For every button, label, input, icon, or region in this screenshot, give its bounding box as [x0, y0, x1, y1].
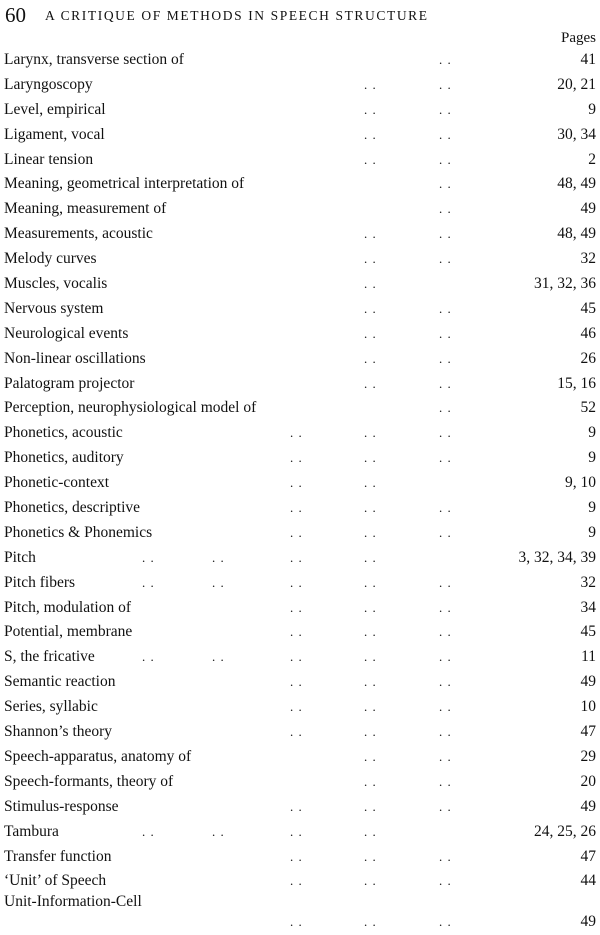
entry-page-numbers: 49: [577, 197, 597, 222]
entry-page-numbers: 9, 10: [561, 471, 596, 496]
entry-term: Shannon’s theory: [4, 720, 115, 745]
entry-page-numbers: 49: [577, 795, 597, 820]
index-entry: [4, 48, 596, 73]
index-entry: [4, 247, 596, 272]
entry-page-numbers: 47: [577, 720, 597, 745]
leader-dots: . .: [439, 624, 452, 640]
leader-dots: . .: [364, 524, 377, 540]
leader-dots: . .: [439, 674, 452, 690]
entry-term: Speech-apparatus, anatomy of: [4, 745, 194, 770]
leader-dots: . .: [364, 674, 377, 690]
leader-dots: . .: [364, 724, 377, 740]
leader-dots: . .: [439, 126, 452, 142]
index-entry: [4, 645, 596, 670]
entry-term: Tambura: [4, 820, 62, 845]
running-title: A CRITIQUE OF METHODS IN SPEECH STRUCTURE: [45, 8, 429, 23]
leader-dots: . .: [439, 251, 452, 267]
entry-page-numbers: 32: [577, 571, 597, 596]
entry-term: Series, syllabic: [4, 695, 101, 720]
entry-page-numbers: 45: [577, 297, 597, 322]
leader-dots: . .: [364, 599, 377, 615]
leader-dots: . .: [439, 76, 452, 92]
index-entry: [4, 222, 596, 247]
entry-term: Pitch, modulation of: [4, 596, 134, 621]
entry-page-numbers: 20, 21: [553, 73, 596, 98]
entry-page-numbers: 49: [577, 910, 597, 935]
leader-dots: . .: [439, 400, 452, 416]
entry-term: Nervous system: [4, 297, 106, 322]
entry-page-numbers: 47: [577, 845, 597, 870]
leader-dots: . .: [439, 450, 452, 466]
entry-page-numbers: 44: [577, 869, 597, 894]
entry-term: Unit-Information-Cell: [4, 890, 145, 915]
leader-dots: . .: [439, 699, 452, 715]
index-entry: [4, 620, 596, 645]
entry-term: Measurements, acoustic: [4, 222, 156, 247]
entry-term: Transfer function: [4, 845, 114, 870]
index-entry: [4, 372, 596, 397]
entry-term: Semantic reaction: [4, 670, 118, 695]
leader-dots: . .: [439, 425, 452, 441]
entry-page-numbers: 32: [577, 247, 597, 272]
entry-page-numbers: 2: [584, 148, 596, 173]
entry-page-numbers: 48, 49: [553, 222, 596, 247]
leader-dots: . .: [439, 201, 452, 217]
entry-term: Pitch: [4, 546, 39, 571]
leader-dots: . .: [439, 724, 452, 740]
entry-term: Meaning, measurement of: [4, 197, 169, 222]
index-list: [4, 48, 596, 931]
index-entry: [4, 98, 596, 123]
leader-dots: . .: [142, 574, 155, 590]
leader-dots: . .: [364, 126, 377, 142]
entry-page-numbers: 9: [584, 521, 596, 546]
entry-term: Stimulus-response: [4, 795, 122, 820]
leader-dots: . .: [364, 276, 377, 292]
leader-dots: . .: [290, 724, 303, 740]
leader-dots: . .: [290, 798, 303, 814]
entry-term: ‘Unit’ of Speech: [4, 869, 109, 894]
entry-page-numbers: 49: [577, 670, 597, 695]
index-entry: [4, 571, 596, 596]
leader-dots: . .: [364, 649, 377, 665]
leader-dots: . .: [364, 873, 377, 889]
entry-term: Phonetics, descriptive: [4, 496, 143, 521]
leader-dots: . .: [439, 300, 452, 316]
leader-dots: . .: [290, 674, 303, 690]
leader-dots: . .: [290, 914, 303, 930]
page-header: [5, 2, 595, 32]
index-entry: [4, 820, 596, 845]
leader-dots: . .: [290, 873, 303, 889]
leader-dots: . .: [364, 101, 377, 117]
index-entry: [4, 421, 596, 446]
entry-term: Level, empirical: [4, 98, 109, 123]
leader-dots: . .: [439, 773, 452, 789]
leader-dots: . .: [364, 251, 377, 267]
leader-dots: . .: [290, 848, 303, 864]
index-entry: [4, 73, 596, 98]
index-entry: [4, 148, 596, 173]
dot-leader: [4, 546, 596, 571]
index-entry: [4, 720, 596, 745]
entry-page-numbers: 24, 25, 26: [530, 820, 596, 845]
leader-dots: . .: [364, 699, 377, 715]
entry-page-numbers: 30, 34: [553, 123, 596, 148]
leader-dots: . .: [439, 748, 452, 764]
leader-dots: . .: [290, 425, 303, 441]
leader-dots: . .: [212, 574, 225, 590]
entry-page-numbers: 15, 16: [553, 372, 596, 397]
index-entry: [4, 521, 596, 546]
index-entry: [4, 272, 596, 297]
entry-page-numbers: 52: [577, 396, 597, 421]
entry-page-numbers: 3, 32, 34, 39: [515, 546, 597, 571]
leader-dots: . .: [290, 450, 303, 466]
leader-dots: . .: [439, 325, 452, 341]
entry-term: Non-linear oscillations: [4, 347, 149, 372]
entry-page-numbers: 9: [584, 98, 596, 123]
leader-dots: . .: [364, 425, 377, 441]
index-entry: [4, 893, 596, 931]
leader-dots: . .: [364, 624, 377, 640]
leader-dots: . .: [290, 624, 303, 640]
entry-term: Phonetic-context: [4, 471, 112, 496]
leader-dots: . .: [439, 873, 452, 889]
leader-dots: . .: [290, 475, 303, 491]
leader-dots: . .: [439, 101, 452, 117]
leader-dots: . .: [364, 350, 377, 366]
leader-dots: . .: [290, 823, 303, 839]
index-entry: [4, 446, 596, 471]
entry-page-numbers: 48, 49: [553, 172, 596, 197]
entry-term: Muscles, vocalis: [4, 272, 110, 297]
entry-term: Linear tension: [4, 148, 96, 173]
leader-dots: . .: [439, 176, 452, 192]
pages-column-heading: Pages: [561, 30, 596, 46]
entry-term: Speech-formants, theory of: [4, 770, 176, 795]
entry-page-numbers: 31, 32, 36: [530, 272, 596, 297]
index-entry: [4, 670, 596, 695]
entry-page-numbers: 11: [577, 645, 596, 670]
index-entry: [4, 745, 596, 770]
entry-page-numbers: 26: [577, 347, 597, 372]
entry-term: Meaning, geometrical interpretation of: [4, 172, 247, 197]
entry-term: Neurological events: [4, 322, 131, 347]
entry-term: Phonetics, acoustic: [4, 421, 126, 446]
entry-term: Laryngoscopy: [4, 73, 96, 98]
index-entry: [4, 795, 596, 820]
index-entry: [4, 123, 596, 148]
index-entry: [4, 546, 596, 571]
entry-term: Ligament, vocal: [4, 123, 108, 148]
index-entry: [4, 596, 596, 621]
entry-term: S, the fricative: [4, 645, 98, 670]
leader-dots: . .: [364, 226, 377, 242]
leader-dots: . .: [212, 649, 225, 665]
entry-page-numbers: 9: [584, 496, 596, 521]
index-entry: [4, 197, 596, 222]
dot-leader: [4, 820, 596, 845]
leader-dots: . .: [439, 500, 452, 516]
leader-dots: . .: [364, 823, 377, 839]
entry-page-numbers: 9: [584, 446, 596, 471]
leader-dots: . .: [439, 798, 452, 814]
leader-dots: . .: [290, 699, 303, 715]
entry-term: Perception, neurophysiological model of: [4, 396, 259, 421]
leader-dots: . .: [439, 649, 452, 665]
leader-dots: . .: [364, 450, 377, 466]
entry-page-numbers: 9: [584, 421, 596, 446]
leader-dots: . .: [364, 574, 377, 590]
index-entry: [4, 297, 596, 322]
entry-term: Palatogram projector: [4, 372, 137, 397]
entry-term: Melody curves: [4, 247, 100, 272]
leader-dots: . .: [439, 524, 452, 540]
entry-term: Phonetics & Phonemics: [4, 521, 155, 546]
index-entry: [4, 347, 596, 372]
leader-dots: . .: [290, 549, 303, 565]
leader-dots: . .: [364, 325, 377, 341]
leader-dots: . .: [439, 226, 452, 242]
index-entry: [4, 396, 596, 421]
leader-dots: . .: [290, 599, 303, 615]
leader-dots: . .: [142, 823, 155, 839]
index-entry: [4, 770, 596, 795]
leader-dots: . .: [439, 599, 452, 615]
entry-page-numbers: 46: [577, 322, 597, 347]
entry-page-numbers: 20: [577, 770, 597, 795]
leader-dots: . .: [290, 500, 303, 516]
leader-dots: . .: [439, 151, 452, 167]
leader-dots: . .: [212, 823, 225, 839]
index-entry: [4, 496, 596, 521]
leader-dots: . .: [290, 649, 303, 665]
index-entry: [4, 845, 596, 870]
leader-dots: . .: [364, 748, 377, 764]
entry-page-numbers: 29: [577, 745, 597, 770]
leader-dots: . .: [364, 151, 377, 167]
leader-dots: . .: [439, 914, 452, 930]
entry-term: Phonetics, auditory: [4, 446, 127, 471]
index-entry: [4, 322, 596, 347]
leader-dots: . .: [364, 475, 377, 491]
leader-dots: . .: [439, 574, 452, 590]
entry-term: Potential, membrane: [4, 620, 135, 645]
leader-dots: . .: [290, 524, 303, 540]
leader-dots: . .: [439, 52, 452, 67]
leader-dots: . .: [142, 649, 155, 665]
index-entry: [4, 172, 596, 197]
leader-dots: . .: [364, 848, 377, 864]
leader-dots: . .: [364, 375, 377, 391]
leader-dots: . .: [439, 848, 452, 864]
entry-term: Larynx, transverse section of: [4, 48, 187, 73]
dot-leader: [4, 571, 596, 596]
leader-dots: . .: [364, 773, 377, 789]
entry-page-numbers: 10: [577, 695, 597, 720]
entry-page-numbers: 45: [577, 620, 597, 645]
leader-dots: . .: [364, 500, 377, 516]
leader-dots: . .: [364, 549, 377, 565]
leader-dots: . .: [364, 300, 377, 316]
leader-dots: . .: [364, 914, 377, 930]
leader-dots: . .: [439, 350, 452, 366]
index-entry: [4, 695, 596, 720]
index-entry: [4, 471, 596, 496]
entry-page-numbers: 41: [577, 48, 597, 73]
leader-dots: . .: [212, 549, 225, 565]
leader-dots: . .: [142, 549, 155, 565]
entry-term: Pitch fibers: [4, 571, 78, 596]
leader-dots: . .: [439, 375, 452, 391]
leader-dots: . .: [290, 574, 303, 590]
entry-page-numbers: 34: [577, 596, 597, 621]
leader-dots: . .: [364, 798, 377, 814]
page-number: 60: [5, 3, 26, 27]
leader-dots: . .: [364, 76, 377, 92]
